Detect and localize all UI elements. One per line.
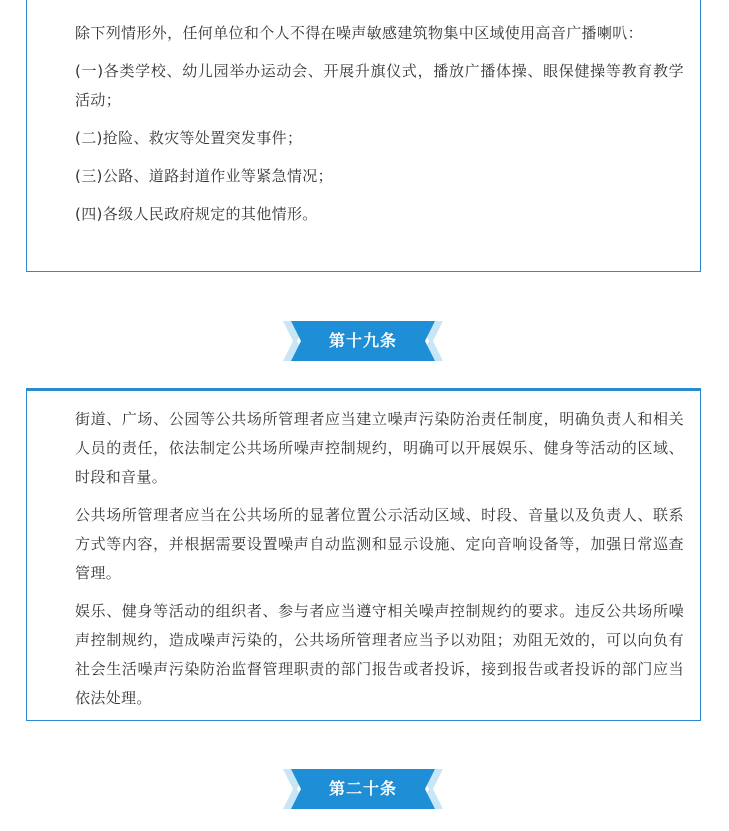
article-heading-banner-20 xyxy=(283,767,443,811)
article-list-item: (四)各级人民政府规定的其他情形。 xyxy=(75,205,318,223)
article-box-19 xyxy=(26,390,701,721)
article-heading-banner-19 xyxy=(283,319,443,363)
article-paragraph: 公共场所管理者应当在公共场所的显著位置公示活动区域、时段、音量以及负责人、联系方式等内容，并根据需要设置噪声自动监测和显示设施、定向音响设备等，加强日常巡查管理。 xyxy=(75,506,684,582)
article-box-previous xyxy=(26,0,701,272)
article-list-item: (二)抢险、救灾等处置突发事件； xyxy=(75,129,303,147)
article-paragraph: 除下列情形外，任何单位和个人不得在噪声敏感建筑物集中区域使用高音广播喇叭： xyxy=(75,24,643,42)
article-paragraph: 街道、广场、公园等公共场所管理者应当建立噪声污染防治责任制度，明确负责人和相关人员的责任，依法制定公共场所噪声控制规约，明确可以开展娱乐、健身等活动的区域、时段和音量。 xyxy=(75,410,684,486)
article-paragraph: 娱乐、健身等活动的组织者、参与者应当遵守相关噪声控制规约的要求。违反公共场所噪声控制规约，造成噪声污染的，公共场所管理者应当予以劝阻；劝阻无效的，可以向负有社会生活噪声污染防治监督管理职责的部门报告或者投诉，接到报告或者投诉的部门应当依法处理。 xyxy=(75,602,684,707)
article-list-item: (一)各类学校、幼儿园举办运动会、开展升旗仪式，播放广播体操、眼保健操等教育教学活动； xyxy=(75,62,684,109)
article-heading: 第十九条 xyxy=(328,331,397,350)
article-heading: 第二十条 xyxy=(328,779,397,798)
article-list-item: (三)公路、道路封道作业等紧急情况； xyxy=(75,167,334,185)
